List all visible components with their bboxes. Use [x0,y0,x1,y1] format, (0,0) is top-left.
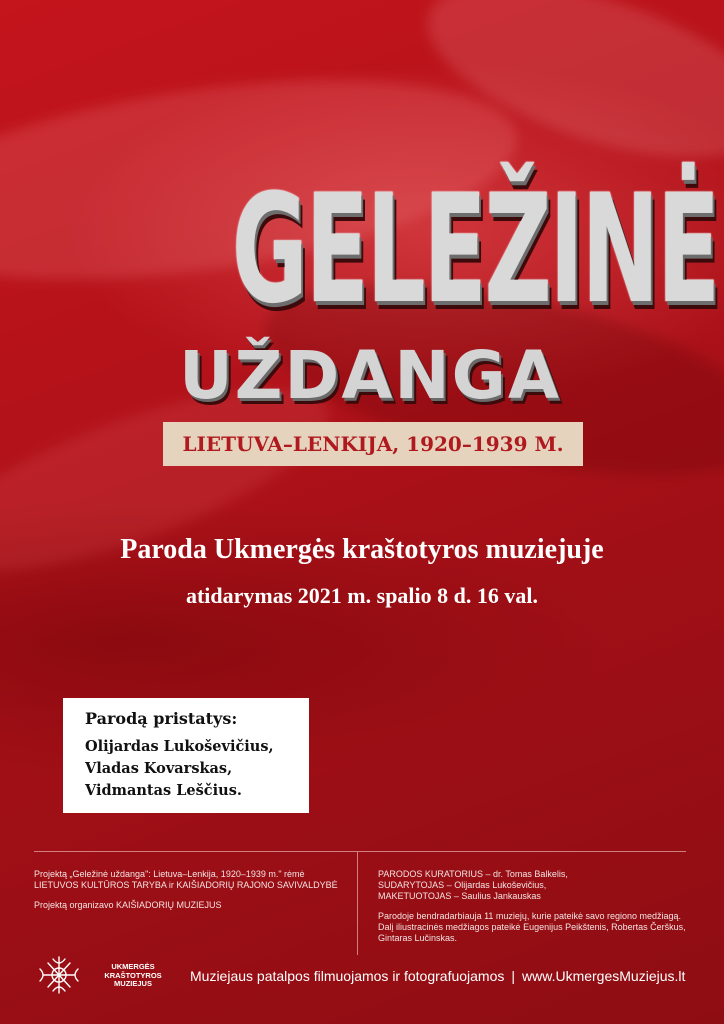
museum-logo [36,951,176,999]
credits-left [34,869,352,911]
subtitle-band: LIETUVA–LENKIJA, 1920–1939 M. [163,422,583,466]
credit-line: SUDARYTOJAS – Olijardas Lukoševičius, [378,880,547,890]
credit-line: Projektą „Geležinė uždanga": Lietuva–Lenkija, 1920–1939 m." rėmė [34,869,305,879]
credit-line: Gintaras Lučinskas. [378,933,458,943]
event-opening: atidarymas 2021 m. spalio 8 d. 16 val. [185,583,539,608]
credit-line: Parodoje bendradarbiauja 11 muziejų, kurie pateikė savo regiono medžiagą. [378,911,682,921]
museum-emblem-icon [36,953,82,997]
vertical-divider [357,852,358,955]
credit-line: PARODOS KURATORIUS – dr. Tomas Balkelis, [378,869,568,879]
logo-line: KRAŠTOTYROS [104,970,162,980]
footer [190,966,686,986]
credit-line: MAKETUOTOJAS – Saulius Jankauskas [378,891,541,901]
title-main: GELEŽINĖ [231,163,718,337]
credit-line: LIETUVOS KULTŪROS TARYBA ir KAIŠIADORIŲ RAJONO SAVIVALDYBĖ [34,880,338,890]
event-heading: Paroda Ukmergės kraštotyros muziejuje [120,534,604,565]
horizontal-divider [34,851,686,852]
presenter-name: Vladas Kovarskas, [85,760,233,777]
presenter-name: Olijardas Lukoševičius, [85,738,274,755]
logo-text [88,963,178,989]
presenters-box [63,698,309,813]
title-sub: UŽDANGA [179,337,561,414]
footer-separator: | [511,968,516,984]
website-link[interactable]: www.UkmergesMuziejus.lt [522,968,686,984]
footer-notice: Muziejaus patalpos filmuojamos ir fotografuojamos [190,968,505,984]
logo-line: UKMERGĖS [111,962,155,971]
credit-line: Projektą organizavo KAIŠIADORIŲ MUZIEJUS [34,900,222,910]
logo-line: MUZIEJUS [114,979,152,988]
presenters-title: Parodą pristatys: [85,709,238,728]
credit-line: Dalį iliustracinės medžiagos pateikė Eugenijus Peikštenis, Robertas Čerškus, [378,922,686,932]
credits-right [378,869,698,944]
presenter-name: Vidmantas Leščius. [85,782,242,799]
